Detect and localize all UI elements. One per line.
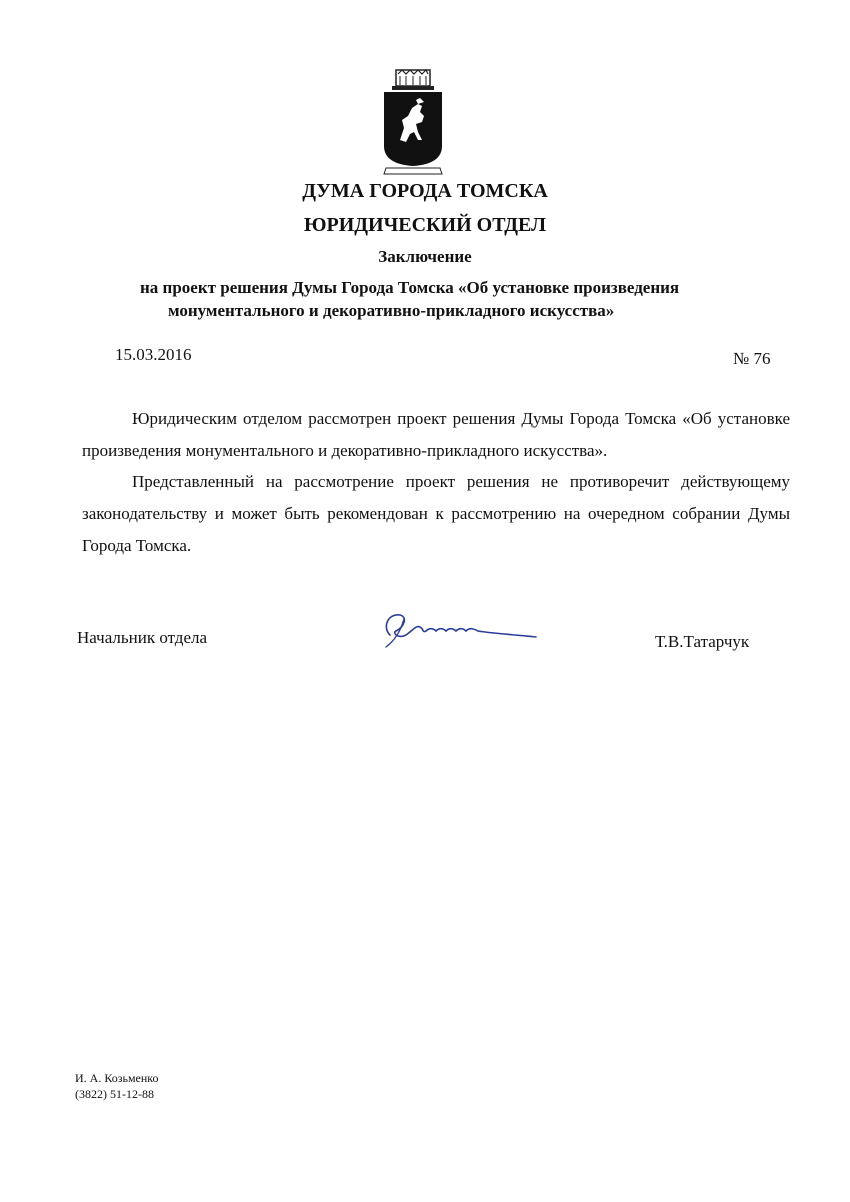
subject-line-2: монументального и декоративно-прикладного искусства»	[168, 301, 615, 320]
executor-info	[75, 1070, 159, 1102]
body-paragraph-2: Представленный на рассмотрение проект решения не противоречит действующему законодательству и может быть рекомендован к рассмотрению на очередном собрании Думы Города Томска.	[82, 472, 790, 555]
subject-line-1: на проект решения Думы Города Томска «Об установке произведения	[140, 278, 680, 297]
tomsk-coat-of-arms-icon	[378, 68, 448, 180]
document-date: 15.03.2016	[115, 345, 192, 364]
executor-phone: (3822) 51-12-88	[75, 1087, 154, 1101]
document-number: № 76	[733, 349, 771, 368]
document-subject	[140, 276, 770, 322]
body-paragraph-1: Юридическим отделом рассмотрен проект решения Думы Города Томска «Об установке произведения монументального и декоративно-прикладного искусства».	[82, 409, 790, 460]
department-title: ЮРИДИЧЕСКИЙ ОТДЕЛ	[303, 214, 547, 236]
handwritten-signature-icon	[378, 605, 543, 650]
executor-name: И. А. Козьменко	[75, 1071, 159, 1085]
signatory-name: Т.В.Татарчук	[655, 632, 750, 651]
document-type: Заключение	[378, 247, 472, 266]
organization-title: ДУМА ГОРОДА ТОМСКА	[302, 180, 548, 202]
signatory-position: Начальник отдела	[77, 628, 208, 647]
